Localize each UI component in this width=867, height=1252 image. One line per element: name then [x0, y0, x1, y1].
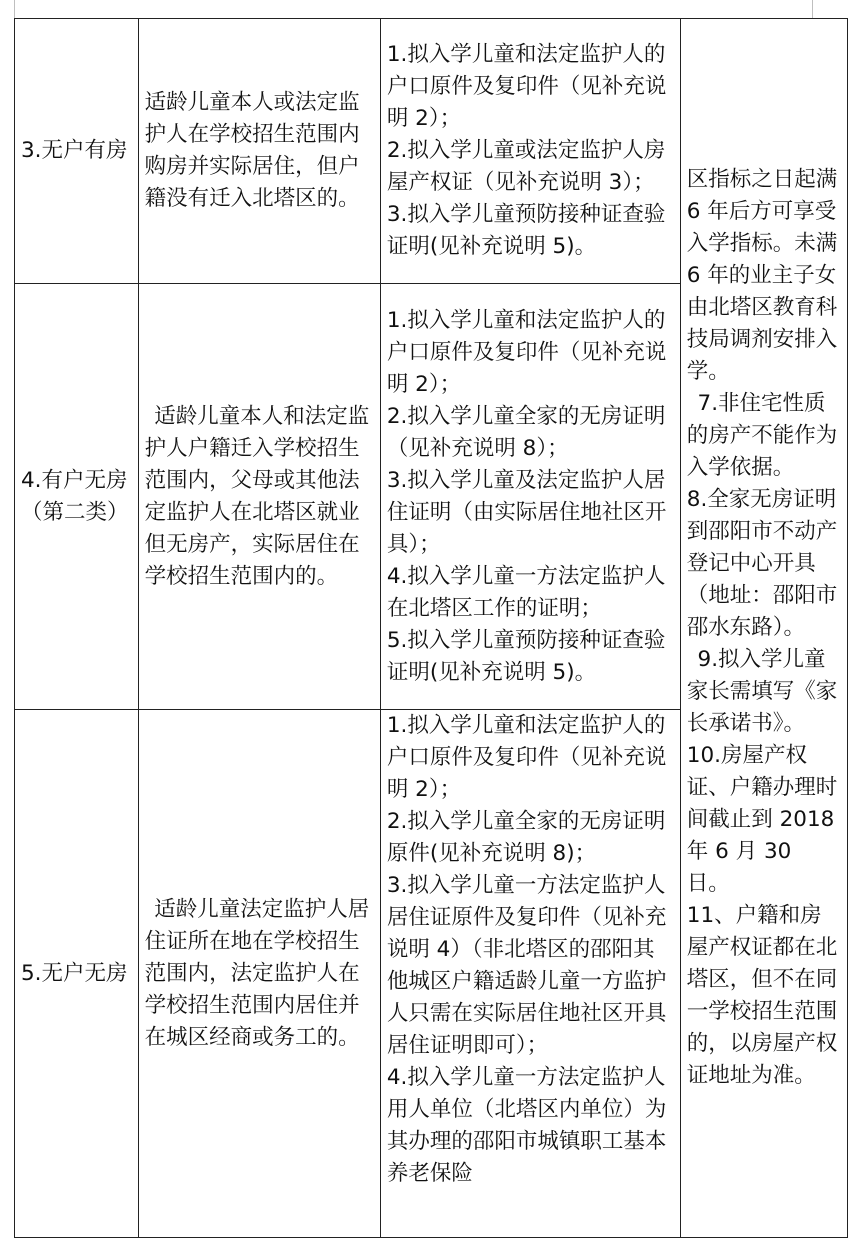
requirement-item: 5.拟入学儿童预防接种证查验证明(见补充说明 5)。 [386, 627, 666, 685]
category-cell: 5.无户无房 [15, 710, 139, 1238]
condition-cell [138, 19, 380, 284]
note-item: 8.全家无房证明到邵阳市不动产登记中心开具（地址：邵阳市邵水东路）。 [686, 487, 838, 640]
requirement-item: 2.拟入学儿童或法定监护人房屋产权证（见补充说明 3）； [386, 138, 666, 195]
requirements-cell [380, 710, 680, 1238]
admission-requirements-table [14, 18, 848, 1238]
condition-cell [138, 710, 380, 1238]
requirement-item: 1.拟入学儿童和法定监护人的户口原件及复印件（见补充说明 2）； [386, 42, 667, 131]
page-margin-mark-right [812, 0, 813, 18]
note-item: 7.非住宅性质的房产不能作为入学依据。 [686, 391, 838, 480]
requirement-item: 4.拟入学儿童一方法定监护人用人单位（北塔区内单位）为其办理的邵阳市城镇职工基本养老保险 [386, 1065, 667, 1186]
condition-cell [138, 284, 380, 710]
category-cell: 4.有户无房（第二类） [15, 284, 139, 710]
category-cell: 3.无户有房 [15, 19, 139, 284]
supplementary-notes-cell [680, 19, 847, 1238]
note-item: 9.拟入学儿童家长需填写《家长承诺书》。 [686, 647, 838, 736]
requirements-cell [380, 284, 680, 710]
table-row [15, 19, 848, 284]
note-item: 10.房屋产权证、户籍办理时间截止到 2018 年 6 月 30 日。 [686, 743, 838, 896]
requirements-cell [380, 19, 680, 284]
requirement-item: 2.拟入学儿童全家的无房证明（见补充说明 8）； [386, 403, 666, 461]
condition-text: 适龄儿童本人或法定监护人在学校招生范围内购房并实际居住，但户籍没有迁入北塔区的。 [144, 90, 360, 211]
requirement-item: 4.拟入学儿童一方法定监护人在北塔区工作的证明； [386, 563, 666, 621]
requirement-item: 1.拟入学儿童和法定监护人的户口原件及复印件（见补充说明 2）； [386, 713, 667, 802]
requirement-item: 3.拟入学儿童及法定监护人居住证明（由实际居住地社区开具）； [386, 467, 667, 557]
condition-text: 适龄儿童法定监护人居住证所在地在学校招生范围内，法定监护人在学校招生范围内居住并在城区经商或务工的。 [144, 896, 370, 1050]
requirement-item: 3.拟入学儿童一方法定监护人居住证原件及复印件（见补充说明 4）（非北塔区的邵阳其他城区户籍适龄儿童一方监护人只需在实际居住地社区开具居住证明即可）； [386, 873, 667, 1058]
page-margin-mark-left [14, 0, 15, 18]
requirement-item: 1.拟入学儿童和法定监护人的户口原件及复印件（见补充说明 2）； [386, 307, 667, 397]
requirement-item: 2.拟入学儿童全家的无房证明原件(见补充说明 8)； [386, 809, 666, 866]
note-item: 区指标之日起满 6 年后方可享受入学指标。未满 6 年的业主子女由北塔区教育科技局调剂安排入学。 [686, 167, 838, 384]
note-item: 11、户籍和房屋产权证都在北塔区，但不在同一学校招生范围的，以房屋产权证地址为准。 [686, 903, 838, 1088]
condition-text: 适龄儿童本人和法定监护人户籍迁入学校招生范围内，父母或其他法定监护人在北塔区就业但无房产，实际居住在学校招生范围内的。 [144, 403, 370, 589]
requirement-item: 3.拟入学儿童预防接种证查验证明(见补充说明 5)。 [386, 202, 666, 259]
